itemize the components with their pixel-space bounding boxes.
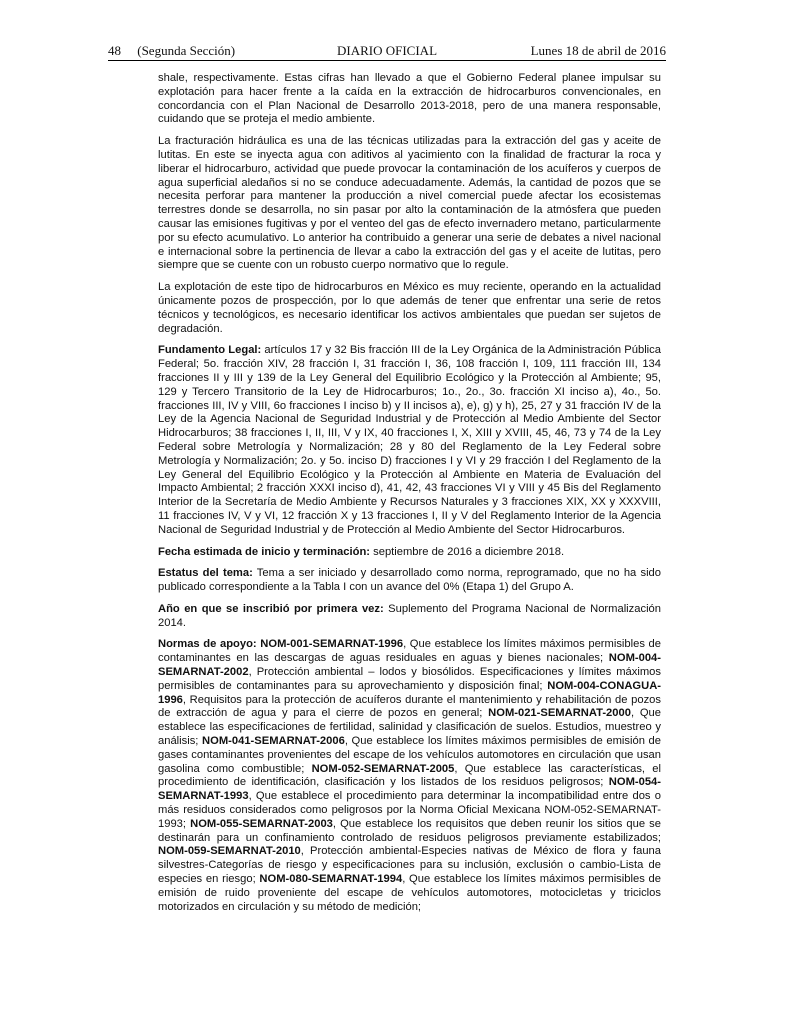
norma-code: NOM-001-SEMARNAT-1996 [260, 638, 404, 651]
norma-code: NOM-052-SEMARNAT-2005 [311, 762, 455, 775]
page-header [108, 42, 666, 61]
norma-text: , Que establece las especificaciones de fertilidad, salinidad y clasificación de suelos. Estudios, muestreo y análisis; [158, 707, 661, 748]
norma-text: , Que establece los límites máximos permisibles de emisión de ruido proveniente del escape de vehículos automotores, motocicletas y triciclos motorizados en circulación y su método de medición; [158, 873, 661, 913]
norma-text: , Que establece los límites máximos permisibles de contaminantes en las descargas de aguas residuales en aguas y bienes nacionales; [158, 638, 661, 665]
page-number-section: 48 (Segunda Sección) [108, 43, 236, 58]
estatus-label: Estatus del tema: [158, 567, 253, 580]
estatus-tema [158, 567, 661, 595]
norma-code: NOM-080-SEMARNAT-1994 [259, 873, 403, 886]
norma-code: NOM-059-SEMARNAT-2010 [158, 845, 301, 858]
fundamento-text: artículos 17 y 32 Bis fracción III de la Ley Orgánica de la Administración Pública Federal; 5o. fracción XIV, 28 fracción I, 31 fracción I, 36, 108 fracción I, 109, 111 fracción III, 134 fracciones II y III y 139 de la Ley General del Equilibrio Ecológico y la Protección al Ambiente; 95, 129 y Tercero Transitorio de la Ley de Hidrocarburos; 1o., 2o., 3o. fracción XI inciso a), 4o., 5o. fracciones III, IV y VIII, 6o fracciones I inciso b) y II incisos a), e), g) y h), 25, 27 y 31 fracción IV de la Ley de la Agencia Nacional de Seguridad Industrial y de Protección al Medio Ambiente del Sector Hidrocarburos; 38 fracciones I, II, III, V y IX, 40 fracciones I, X, XIII y XVIII, 45, 46, 73 y 74 de la Ley Federal sobre Metrología y Normalización; 28 y 80 del Reglamento de la Ley Federal sobre Metrología y Normalización; 2o. y 5o. inciso D) fracciones I y VI y 29 fracción I del Reglamento de la Ley General del Equilibrio Ecológico y la Protección al Ambiente en Materia de Evaluación del Impacto Ambiental; 2 fracción XXXI inciso d), 41, 42, 43 fracciones VI y VIII y 45 Bis del Reglamento Interior de la Secretaría de Medio Ambiente y Recursos Naturales y 3 fracciones XIX, XX y XXXVIII, 11 fracciones IV, V y VI, 12 fracción X y 13 fracciones I, II y V del Reglamento Interior de la Agencia Nacional de Seguridad Industrial y de Protección al Medio Ambiente del Sector Hidrocarburos. [158, 344, 661, 536]
norma-code: NOM-004-SEMARNAT-2002 [158, 652, 661, 679]
norma-text: , Protección ambiental – lodos y biosólidos. Especificaciones y límites máximos permisibles de contaminantes para su aprovechamiento y disposición final; [158, 666, 661, 692]
norma-text: , Que establece las características, el procedimiento de identificación, clasificación y los listados de los residuos peligrosos; [158, 762, 661, 789]
norma-code: NOM-055-SEMARNAT-2003 [190, 817, 333, 830]
norma-code: NOM-004-CONAGUA-1996 [158, 679, 661, 706]
fecha-text: septiembre de 2016 a diciembre 2018. [370, 545, 565, 558]
anio-text: Suplemento del Programa Nacional de Normalización 2014. [158, 602, 662, 629]
publication-title: DIARIO OFICIAL [336, 43, 438, 58]
fundamento-legal [158, 344, 661, 537]
paragraph-shale: shale, respectivamente. Estas cifras han llevado a que el Gobierno Federal planee impulsar su explotación para hacer frente a la caída en la extracción de hidrocarburos convencionales, en concordancia con el Plan Nacional de Desarrollo 2013-2018, pero de una manera responsable, cuidando que se proteja el medio ambiente. [158, 72, 661, 126]
norma-text: , Protección ambiental-Especies nativas de México de flora y fauna silvestres-Categorías de riesgo y especificaciones para su inclusión, exclusión o cambio-Lista de especies en riesgo; [158, 845, 661, 886]
fecha-estimada [158, 546, 661, 560]
norma-code: NOM-054-SEMARNAT-1993 [158, 776, 661, 803]
document-body [158, 72, 661, 922]
paragraph-fracturacion: La fracturación hidráulica es una de las técnicas utilizadas para la extracción del gas y aceite de lutitas. En este se inyecta agua con aditivos al yacimiento con la finalidad de fracturar la roca y liberar el hidrocarburo, actividad que puede provocar la contaminación de los acuíferos y cuerpos de agua superficial aledaños si no se conduce adecuadamente. Además, la cantidad de pozos que se necesita perforar para mantener la producción a nivel comercial puede afectar los ecosistemas terrestres donde se desarrolla, no sin pasar por alto la contaminación de la atmósfera que pueden causar las emisiones fugitivas y por el venteo del gas de efecto invernadero metano, particularmente por su efecto acumulativo. Lo anterior ha contribuido a generar una serie de debates a nivel nacional e internacional sobre la pertinencia de llevar a cabo la extracción del gas y el aceite de lutitas, pero siempre que se cuente con un robusto cuerpo normativo que lo regule. [158, 135, 661, 272]
paragraph-explotacion: La explotación de este tipo de hidrocarburos en México es muy reciente, operando en la actualidad únicamente pozos de prospección, por lo que además de tener que enfrentar una serie de retos técnicos y tecnológicos, es necesario identificar los activos ambientales que puedan ser sujetos de degradación. [158, 281, 661, 335]
normas-apoyo [158, 638, 661, 914]
publication-date: Lunes 18 de abril de 2016 [530, 43, 666, 58]
fecha-label: Fecha estimada de inicio y terminación: [158, 545, 371, 558]
norma-text: , Que establece los límites máximos permisibles de emisión de gases contaminantes provenientes del escape de los vehículos automotores en circulación que usan gasolina como combustible; [158, 735, 661, 775]
norma-text: , Requisitos para la protección de acuíferos durante el mantenimiento y rehabilitación de pozos de extracción de agua y para el cierre de pozos en general; [158, 693, 661, 720]
fundamento-label: Fundamento Legal: [158, 344, 262, 357]
anio-inscripcion [158, 603, 661, 631]
norma-text: , Que establece los requisitos que deben reunir los sitios que se destinarán para un confinamiento controlado de residuos peligrosos previamente estabilizados; [158, 817, 662, 844]
norma-code: NOM-041-SEMARNAT-2006 [202, 735, 345, 748]
estatus-text: Tema a ser iniciado y desarrollado como norma, reprogramado, que no ha sido publicado correspondiente a la Tabla I con un avance del 0% (Etapa 1) del Grupo A. [158, 567, 661, 594]
norma-code: NOM-021-SEMARNAT-2000 [488, 707, 631, 720]
anio-label: Año en que se inscribió por primera vez: [158, 602, 384, 615]
normas-label: Normas de apoyo: [158, 638, 257, 651]
norma-text: , Que establece el procedimiento para determinar la incompatibilidad entre dos o más residuos considerados como peligrosos por la Norma Oficial Mexicana NOM-052-SEMARNAT-1993; [158, 790, 661, 830]
